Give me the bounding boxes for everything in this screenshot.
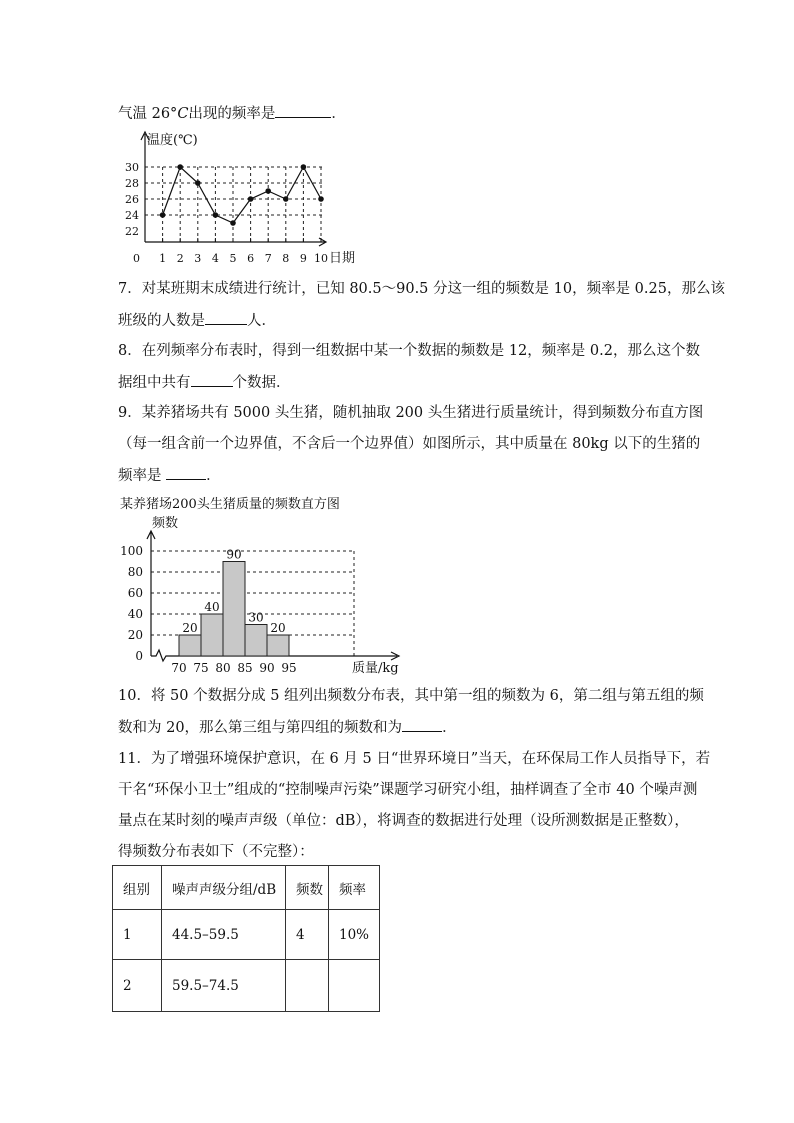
q8-text-before: 据组中共有 [118,375,191,391]
q11-line1: 11．为了增强环境保护意识，在 6 月 5 日“世界环境日”当天，在环保局工作人员指导下，若 [118,751,711,767]
line-chart-x-ticks [159,252,328,265]
histogram-bar [223,562,245,657]
x-tick-label: 3 [194,252,202,265]
q6-text-before: 气温 26° [118,106,178,122]
data-point [248,196,254,202]
data-point [318,196,324,202]
q9-text-before: 频率是 [118,468,162,484]
x-tick-label: 80 [215,661,231,675]
data-point [195,180,201,186]
table-row [113,910,380,960]
q8-line1: 8．在列频率分布表时，得到一组数据中某一个数据的频数是 12，频率是 0.2，那么这个数 [118,343,700,359]
q7-text-after: 人． [247,313,276,329]
q10-text-before: 数和为 20，那么第三组与第四组的频数和为 [118,720,403,736]
x-tick-label: 70 [171,661,187,675]
table-cell: 2 [113,960,162,1012]
table-cell: 44.5–59.5 [162,910,286,960]
q7-line1: 7．对某班期末成绩进行统计，已知 80.5～90.5 分这一组的频数是 10，频率是 0.25，那么该 [118,281,725,297]
q9-line3 [118,465,221,486]
data-point [177,164,183,170]
y-tick-label: 60 [127,586,143,600]
q11-line4: 得频数分布表如下（不完整）： [118,844,314,860]
y-tick-label: 40 [127,607,143,621]
histogram-title: 某养猪场200头生猪质量的频数直方图 [120,497,340,512]
frequency-table [112,865,380,1012]
x-tick-label: 75 [193,661,209,675]
bar-value-label: 40 [204,600,220,614]
q8-line2 [118,372,291,393]
x-tick-label: 10 [314,252,328,265]
y-tick-label: 22 [125,225,139,238]
data-point [213,212,219,218]
q9-answer-blank[interactable] [166,465,206,480]
y-tick-label: 20 [127,628,143,642]
q11-line2: 干名“环保小卫士”组成的“控制噪声污染”课题学习研究小组，抽样调查了全市 40 个噪声测 [118,782,698,798]
q9-text-after: ． [206,468,221,484]
table-cell[interactable] [329,960,380,1012]
histogram-bars [179,562,289,657]
x-tick-label: 85 [237,661,253,675]
y-tick-label: 24 [125,209,139,222]
histogram-y-label: 频数 [152,516,179,531]
weight-histogram [112,492,412,677]
q6-unit: C [177,106,189,122]
line-chart-x-label: 日期 [329,251,356,266]
table-header-cell: 频数 [286,866,329,910]
x-tick-label: 9 [299,252,307,265]
q6-text-after: 出现的频率是 [188,106,276,122]
x-tick-label: 5 [229,252,237,265]
histogram-bar [201,614,223,656]
x-tick-label: 95 [281,661,297,675]
q7-answer-blank[interactable] [205,310,247,325]
data-point [283,196,289,202]
histogram-bar [179,635,201,656]
q10-line1: 10．将 50 个数据分成 5 组列出频数分布表，其中第一组的频数为 6，第二组与第五组的频 [118,688,704,704]
table-header-cell: 噪声声级分组/dB [162,866,286,910]
q7-line2 [118,310,276,331]
x-tick-label: 90 [259,661,275,675]
line-chart-series [160,164,324,226]
data-point [160,212,166,218]
table-header-cell: 频率 [329,866,380,910]
line-chart-y-ticks [125,161,139,238]
bar-value-label: 30 [248,610,264,625]
y-tick-label: 100 [120,544,143,558]
y-tick-label: 80 [127,565,143,579]
q11-line3: 量点在某时刻的噪声声级（单位：dB），将调查的数据进行处理（设所测数据是正整数）， [118,813,689,829]
q8-text-after: 个数据． [232,375,291,391]
y-tick-label: 30 [125,161,139,174]
q9-line1: 9．某养猪场共有 5000 头生猪，随机抽取 200 头生猪进行质量统计，得到频数分布直方图 [118,405,704,421]
table-row [113,960,380,1012]
table-cell: 59.5–74.5 [162,960,286,1012]
bar-value-label: 20 [182,621,198,635]
q10-line2 [118,717,457,738]
histogram-y-ticks [120,544,143,663]
bar-value-label: 90 [226,547,242,562]
bar-value-label: 20 [270,621,286,635]
table-cell: 4 [286,910,329,960]
histogram-bar [267,635,289,656]
table-cell: 10% [329,910,380,960]
y-tick-label: 0 [135,649,143,663]
q6-period: ． [331,106,346,122]
q10-answer-blank[interactable] [402,717,442,732]
q10-text-after: ． [442,720,457,736]
table-header-row [113,866,380,910]
q8-answer-blank[interactable] [191,372,233,387]
histogram-bar [245,625,267,657]
data-point [230,220,236,226]
table-cell[interactable] [286,960,329,1012]
q6-line [118,103,346,124]
x-tick-label: 2 [176,252,184,265]
q6-answer-blank[interactable] [275,103,331,118]
data-point [301,164,307,170]
q7-text-before: 班级的人数是 [118,313,205,329]
y-tick-label: 26 [125,193,139,206]
table-header-cell: 组别 [113,866,162,910]
x-tick-label: 8 [282,252,290,265]
x-tick-label: 1 [159,252,167,265]
temperature-line-chart [125,128,365,268]
q9-line2: （每一组含前一个边界值，不含后一个边界值）如图所示，其中质量在 80kg 以下的生猪的 [118,436,701,452]
x-tick-label: 4 [211,252,219,265]
x-tick-label: 6 [247,252,255,265]
table-cell: 1 [113,910,162,960]
histogram-x-ticks [171,661,296,675]
histogram-x-label: 质量/kg [352,661,399,676]
line-chart-origin-label: 0 [133,252,140,265]
y-tick-label: 28 [125,177,139,190]
x-tick-label: 7 [264,252,272,265]
data-point [265,188,271,194]
line-chart-y-label: 温度(℃) [147,133,198,148]
